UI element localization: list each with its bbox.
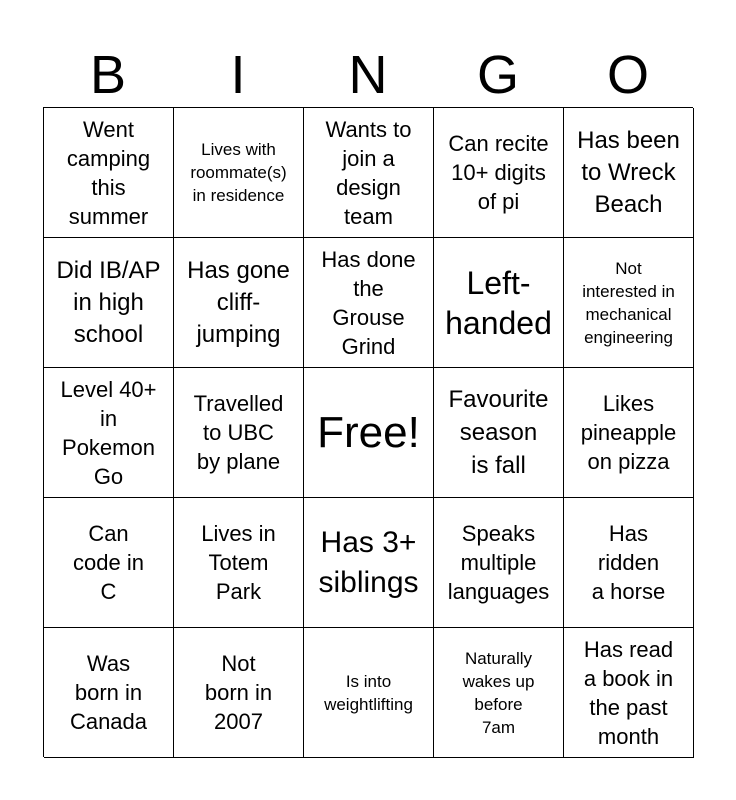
bingo-cell-r1-c1[interactable] [44, 108, 174, 238]
cell-text: Not interested in mechanical engineering [582, 258, 675, 347]
header-letter-o: O [606, 45, 649, 105]
cell-text: Wants to join a design team [325, 116, 412, 229]
header-letter-i: I [230, 45, 246, 105]
bingo-cell-r3-c3[interactable] [304, 368, 434, 498]
bingo-cell-r2-c5[interactable] [564, 238, 694, 368]
bingo-header [43, 44, 693, 106]
cell-text: Was born in Canada [69, 651, 148, 734]
bingo-cell-r4-c3[interactable] [304, 498, 434, 628]
cell-text: Not born in 2007 [204, 651, 273, 734]
bingo-cell-r5-c1[interactable] [44, 628, 174, 758]
cell-text: Has ridden a horse [591, 521, 666, 604]
bingo-board [43, 107, 693, 757]
cell-text: Did IB/AP in high school [56, 256, 161, 348]
bingo-cell-r1-c5[interactable] [564, 108, 694, 238]
bingo-cell-r5-c2[interactable] [174, 628, 304, 758]
cell-text: Went camping this summer [66, 116, 151, 229]
cell-text: Lives in Totem Park [201, 521, 276, 604]
bingo-cell-r1-c2[interactable] [174, 108, 304, 238]
bingo-cell-r2-c3[interactable] [304, 238, 434, 368]
cell-text: Travelled to UBC by plane [193, 391, 284, 474]
header-letter-n: N [348, 45, 388, 105]
cell-text: Has done the Grouse Grind [321, 246, 416, 359]
cell-text: Favourite season is fall [448, 386, 549, 479]
cell-text: Has read a book in the past month [583, 636, 674, 749]
cell-text: Likes pineapple on pizza [580, 391, 677, 474]
header-letter-b: B [89, 45, 127, 105]
bingo-cell-r2-c2[interactable] [174, 238, 304, 368]
bingo-cell-r3-c2[interactable] [174, 368, 304, 498]
cell-text: Has 3+ siblings [318, 525, 419, 599]
cell-text: Speaks multiple languages [447, 521, 550, 604]
bingo-cell-r4-c4[interactable] [434, 498, 564, 628]
bingo-cell-r4-c2[interactable] [174, 498, 304, 628]
bingo-cell-r1-c3[interactable] [304, 108, 434, 238]
cell-text: Naturally wakes up before 7am [462, 648, 535, 737]
bingo-cell-r4-c5[interactable] [564, 498, 694, 628]
cell-text: Left- handed [445, 264, 552, 341]
bingo-cell-r4-c1[interactable] [44, 498, 174, 628]
free-space-label: Free! [317, 407, 420, 457]
bingo-cell-r3-c4[interactable] [434, 368, 564, 498]
cell-text: Lives with roommate(s) in residence [190, 140, 287, 205]
bingo-cell-r1-c4[interactable] [434, 108, 564, 238]
cell-text: Level 40+ in Pokemon Go [60, 376, 157, 489]
bingo-cell-r2-c4[interactable] [434, 238, 564, 368]
bingo-cell-r3-c5[interactable] [564, 368, 694, 498]
cell-text: Can recite 10+ digits of pi [448, 131, 549, 214]
bingo-cell-r2-c1[interactable] [44, 238, 174, 368]
bingo-cell-r5-c3[interactable] [304, 628, 434, 758]
header-letter-g: G [476, 45, 519, 105]
bingo-cell-r5-c4[interactable] [434, 628, 564, 758]
cell-text: Is into weightlifting [324, 671, 413, 714]
bingo-cell-r5-c5[interactable] [564, 628, 694, 758]
bingo-cell-r3-c1[interactable] [44, 368, 174, 498]
cell-text: Has gone cliff- jumping [187, 256, 290, 348]
cell-text: Can code in C [73, 521, 144, 604]
cell-text: Has been to Wreck Beach [577, 126, 680, 218]
